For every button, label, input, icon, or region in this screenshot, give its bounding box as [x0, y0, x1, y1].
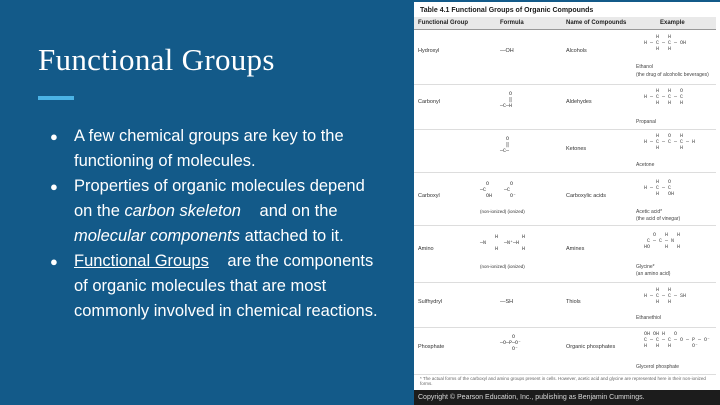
- compound-name: Aldehydes: [566, 99, 592, 105]
- emphasis-molecular-components: molecular components: [74, 227, 240, 245]
- group-name: Carboxyl: [418, 193, 440, 199]
- structure-drawing-icon: H O H H — C — C — C — H H H: [644, 133, 696, 151]
- group-name: Sulfhydryl: [418, 299, 443, 305]
- example-name: Propanal: [636, 119, 657, 125]
- structure-drawing-icon: O H H C — C — N HO H H: [644, 232, 681, 250]
- bullet-list: [50, 124, 380, 324]
- table-row: [414, 283, 716, 328]
- compound-name: Carboxylic acids: [566, 193, 607, 199]
- compound-name: Thiols: [566, 299, 581, 305]
- structure-drawing-icon: H H O H — C — C — C H H H: [644, 88, 684, 106]
- bullet-dot-icon: ●: [50, 179, 58, 194]
- table-row: [414, 85, 716, 130]
- compound-name: Alcohols: [566, 48, 587, 54]
- phosphate-structure-icon: O —O—P—O⁻ O⁻: [500, 334, 522, 352]
- table-row: [414, 173, 716, 226]
- table-header: [414, 17, 716, 30]
- structure-drawing-icon: H H H — C — C — SH H H: [644, 287, 687, 305]
- example-note: (the drug of alcoholic beverages): [636, 72, 709, 78]
- bullet-item-1: [50, 124, 380, 174]
- group-name: Phosphate: [418, 344, 445, 350]
- example-name: Ethanethiol: [636, 315, 662, 321]
- bullet-text-pre: Properties of organic molecules depend on the: [74, 177, 365, 220]
- table-title: Table 4.1 Functional Groups of Organic Compounds: [420, 7, 594, 14]
- header-example: Example: [660, 20, 685, 26]
- copyright-bar: Copyright © Pearson Education, Inc., publishing as Benjamin Cummings.: [414, 390, 720, 405]
- amino-structure-icon: H H —N —N⁺—H H H: [480, 234, 526, 252]
- table-row: [414, 130, 716, 173]
- emphasis-carbon-skeleton: carbon skeleton: [124, 202, 241, 220]
- header-functional-group: Functional Group: [418, 20, 468, 26]
- example-note: (an amino acid): [636, 271, 671, 277]
- formula: —OH: [500, 48, 514, 54]
- compound-name: Ketones: [566, 146, 587, 152]
- example-name: Glycerol phosphate: [636, 364, 680, 370]
- bullet-text-post: attached to it.: [240, 227, 344, 245]
- bullet-text-mid: and on the: [254, 202, 338, 220]
- table-footnote: * The actual forms of the carboxyl and amino groups present in cells. However, acetic acid and glycine are represented here in their non-ionized forms.: [420, 376, 706, 386]
- group-name: Hydroxyl: [418, 48, 440, 54]
- ionization-note: (non-ionized) (ionized): [480, 264, 525, 269]
- slide-title: Functional Groups: [38, 42, 275, 77]
- example-note: (the acid of vinegar): [636, 216, 681, 222]
- compound-name: Amines: [566, 246, 585, 252]
- ionization-note: (non-ionized) (ionized): [480, 209, 525, 214]
- bullet-item-3: [50, 249, 380, 324]
- header-formula: Formula: [500, 20, 524, 26]
- structure-drawing-icon: H H H — C — C — OH H H: [644, 34, 687, 52]
- example-name: Acetic acid*: [636, 209, 663, 215]
- carbonyl-structure-icon: O ‖ —C—H: [500, 91, 513, 109]
- bullet-dot-icon: ●: [50, 129, 58, 144]
- bullet-text: A few chemical groups are key to the functioning of molecules.: [74, 127, 344, 170]
- formula: —SH: [500, 299, 514, 305]
- example-name: Glycine*: [636, 264, 655, 270]
- ketone-structure-icon: O ‖ —C—: [500, 136, 510, 154]
- table-row: [414, 32, 716, 85]
- bullet-text-post: are the components of organic molecules that are most commonly involved in chemical reactions.: [74, 252, 378, 320]
- table-row: [414, 226, 716, 283]
- compound-name: Organic phosphates: [566, 344, 616, 350]
- functional-groups-link[interactable]: Functional Groups: [74, 252, 209, 270]
- bullet-item-2: [50, 174, 380, 249]
- group-name: Amino: [418, 246, 434, 252]
- carboxyl-structure-icon: O O —C —C OH O⁻: [480, 181, 517, 199]
- table-row: [414, 328, 716, 375]
- example-name: Acetone: [636, 162, 655, 168]
- example-name: Ethanol: [636, 64, 653, 70]
- structure-drawing-icon: H O H — C — C H OH: [644, 179, 675, 197]
- title-accent-bar: [38, 96, 74, 100]
- header-name-of-compounds: Name of Compounds: [566, 20, 627, 26]
- group-name: Carbonyl: [418, 99, 441, 105]
- functional-groups-table-image: [414, 2, 720, 405]
- structure-drawing-icon: OH OH H O C — C — C — O — P — O⁻ H H H O⁻: [644, 331, 711, 349]
- bullet-dot-icon: ●: [50, 254, 58, 269]
